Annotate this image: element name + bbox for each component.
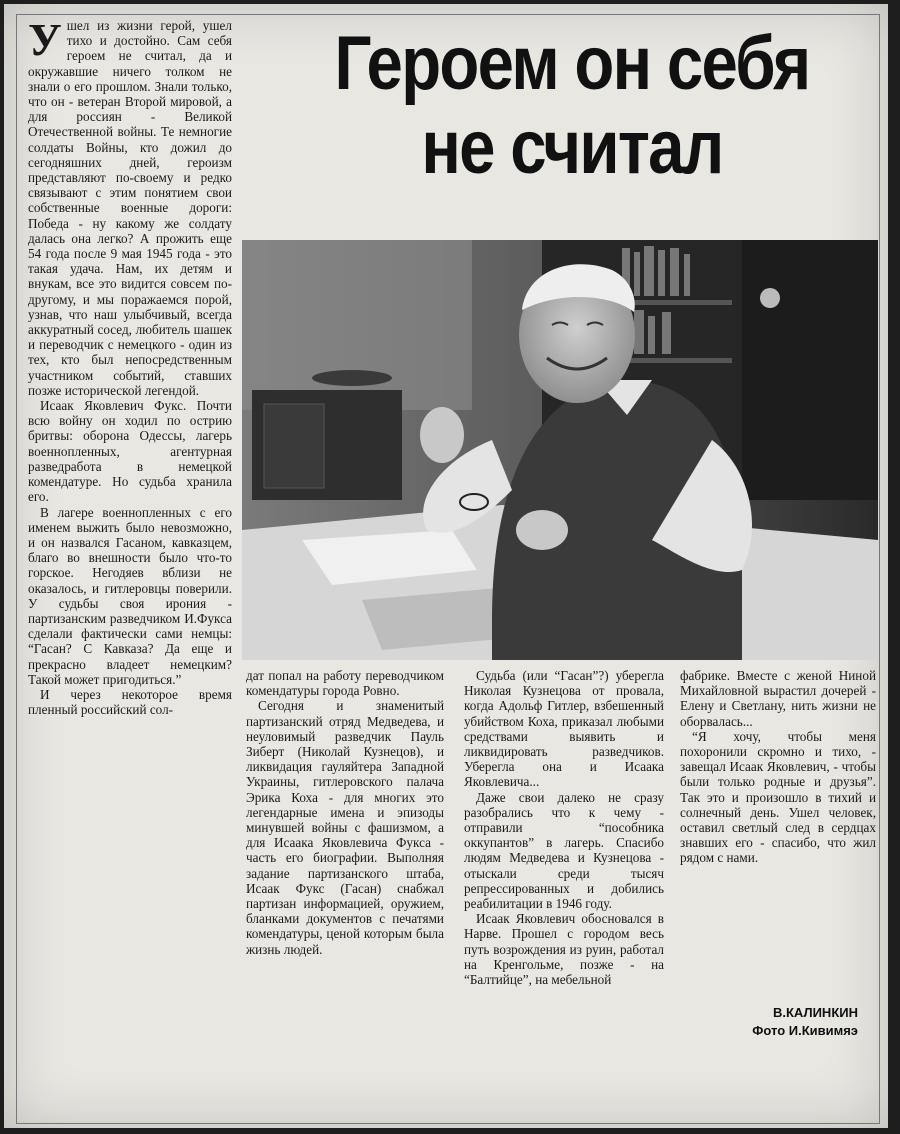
article-column-4 (680, 668, 876, 866)
article-column-2 (246, 668, 444, 957)
headline-line-1: Героем он себя (334, 21, 810, 106)
article-column-3 (464, 668, 664, 987)
article-paragraph: Сегодня и знаменитый партизанский отряд Медведева, и неуловимый разведчик Пауль Зиберт (Николай Кузнецов), и ликвидация гауляйтера Западной Украины, гитлеровского палача Эрика Коха - для многих это легендарные имена и эпизоды минувшей войны с фашизмом, а для Исаака Яковлевича Фукса - часть его биографии. Выполняя задание партизанского штаба, Исаак Фукс (Гасан) снабжал партизан информацией, оружием, бланками документов с печатями комендатуры, ценой которым была жизнь людей. (246, 698, 444, 957)
article-paragraph: В лагере военнопленных с его именем выжить было невозможно, и он назвался Гасаном, кавказцем, благо во внешности было что-то горское. Негодяев вблизи не оказалось, и гитлеровцы поверили. У судьбы своя ирония - партизанским разведчиком И.Фукса сделали фактически сами немцы: “Гасан? С Кавказа? Да еще и прекрасно владеет немецким? Такой может пригодиться.” (28, 504, 232, 687)
article-paragraph: Даже свои далеко не сразу разобрались что к чему - отправили “пособника оккупантов” в лагерь. Спасибо людям Медведева и Кузнецова - отыскали среди тысяч репрессированных и добились реабилитации в 1946 году. (464, 789, 664, 912)
article-paragraph: “Я хочу, чтобы меня похоронили скромно и тихо, - завещал Исаак Яковлевич, - чтобы были только родные и друзья”. Так это и произошло в тихий и солнечный день. Ушел человек, оставил светлый след в сердцах знавших его - спасибо, что жил рядом с нами. (680, 728, 876, 866)
article-paragraph: Судьба (или “Гасан”?) уберегла Николая Кузнецова от провала, когда Адольф Гитлер, взбешенный убийством Коха, приказал любыми средствами выявить и ликвидировать разведчиков. Уберегла она и Исаака Яковлевича... (464, 668, 664, 790)
author-name: В.КАЛИНКИН (772, 1005, 858, 1020)
article-paragraph: Исаак Яковлевич обосновался в Нарве. Прошел с городом весь путь возрождения из руин, работал на Кренгольме, позже - на “Балтийце”, на мебельной (464, 911, 664, 988)
article-paragraph: дат попал на работу переводчиком комендатуры города Ровно. (246, 668, 444, 699)
byline (752, 1004, 858, 1040)
article-column-1 (28, 14, 232, 718)
drop-cap: У (28, 14, 62, 65)
article-paragraph: фабрике. Вместе с женой Ниной Михайловной вырастил дочерей - Елену и Светлану, нить жизни не оборвалась... (680, 668, 876, 729)
headline (305, 22, 838, 190)
newspaper-page (4, 4, 888, 1128)
article-paragraph: Исаак Яковлевич Фукс. Почти всю войну он ходил по острию бритвы: оборона Одессы, лагерь военнопленных, агентурная разведработа в немецкой комендатуре. Но судьба хранила его. (28, 398, 232, 505)
article-photo (242, 240, 878, 660)
article-paragraph: Ушел из жизни герой, ушел тихо и достойно. Сам себя героем не считал, да и окружавшие ничего толком не знали о его прошлом. Знали только, что он - ветеран Второй мировой, а для россиян - Великой Отечественной войны. Те немногие солдаты Войны, кто дожил до сегодняшних дней, героизм представляют по-своему и редко связывают с этим понятием свои собственные военные дороги: Победа - ну какому же солдату далась она легко? А прожить еще 54 года после 9 мая 1945 года - это такая удача. Нам, их детям и внукам, все это видится совсем по-другому, и мы поражаемся порой, узнав, что наш улыбчивый, всегда аккуратный сосед, любитель шашек и переводчик с немецкого - один из тех, кто был непосредственным участником событий, ставших позже исторической легендой. (28, 14, 232, 398)
portrait-photo-illustration (242, 240, 878, 660)
article-paragraph: И через некоторое время пленный российский сол- (28, 686, 232, 718)
headline-line-2: не считал (421, 105, 723, 190)
photo-credit: Фото И.Кивимяэ (752, 1023, 858, 1038)
